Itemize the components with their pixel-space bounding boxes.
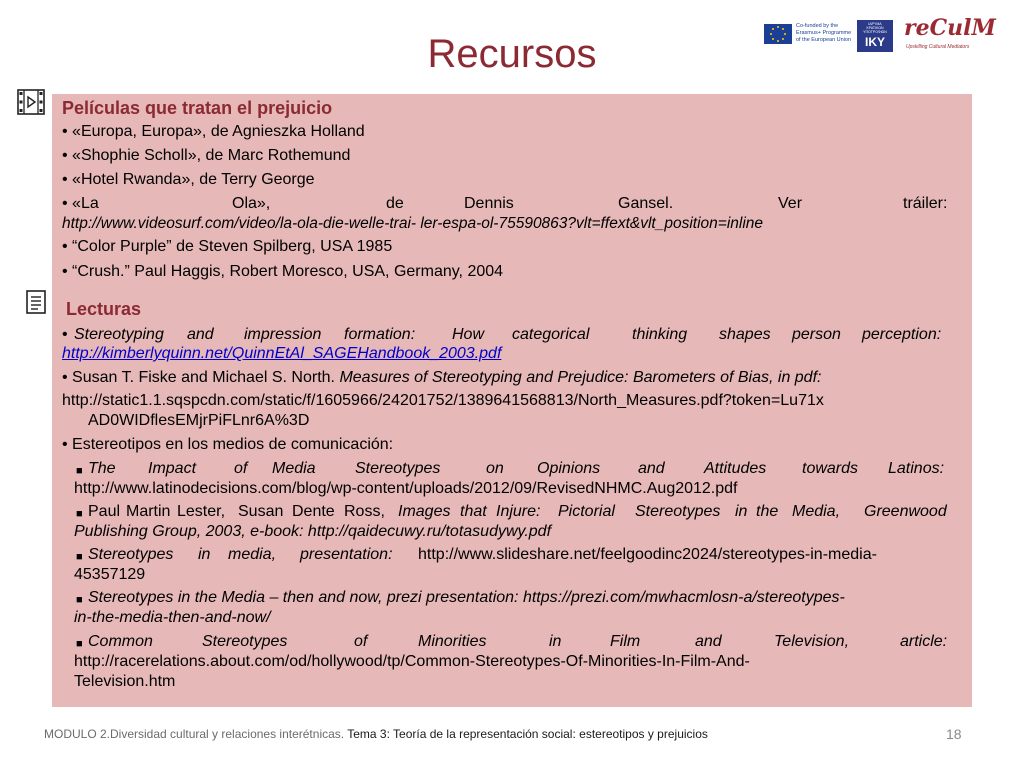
word: Opinions	[537, 460, 601, 477]
la-ola-url[interactable]: http://www.videosurf.com/video/la-ola-die-welle-trai- ler-espa-ol-75590863?vlt=ffext&vlt_position=inline	[62, 215, 764, 232]
film-item: • “Color Purple” de Steven Spilberg, USA 1985	[62, 238, 393, 255]
film-item: • “Crush.” Paul Haggis, Robert Moresco, USA, Germany, 2004	[62, 263, 504, 280]
film-item: • «Shophie Scholl», de Marc Rothemund	[62, 147, 351, 164]
word: and	[187, 326, 214, 343]
word: Stereotypes	[635, 503, 721, 520]
word: Martin	[126, 503, 171, 520]
word: Images	[398, 503, 451, 520]
word: Injure:	[496, 503, 541, 520]
word: Susan	[238, 503, 284, 520]
word: that	[460, 503, 487, 520]
word: Stereotyping	[74, 326, 164, 343]
fiske-url[interactable]: http://static1.1.sqspcdn.com/static/f/1605966/24201752/1389641568813/North_Measures.pdf?token=Lu71x	[62, 392, 824, 409]
word: perception:	[862, 326, 942, 343]
films-heading: Películas que tratan el prejuicio	[62, 98, 333, 118]
word: Minorities	[418, 633, 487, 650]
word: of	[234, 460, 248, 477]
page-number: 18	[946, 726, 962, 742]
reading-title: Measures of Stereotyping and Prejudice: Barometers of Bias, in pdf:	[339, 369, 822, 386]
word: Media	[272, 460, 316, 477]
word: Common	[88, 633, 153, 650]
document-icon	[26, 290, 46, 314]
word: The	[88, 460, 116, 477]
readings-heading: Lecturas	[66, 299, 142, 319]
la-ola-word: de	[386, 195, 404, 212]
iky-logo	[857, 20, 893, 52]
slideshare-url-cont[interactable]: 45357129	[74, 566, 146, 583]
partner-logos	[762, 15, 998, 56]
reculm-subtitle: Upskilling Cultural Mediators	[906, 44, 970, 50]
word: Dente	[292, 503, 335, 520]
square-bullet-icon: ■	[76, 638, 83, 650]
la-ola-word: Ver	[778, 195, 803, 212]
film-item: • «Hotel Rwanda», de Terry George	[62, 171, 315, 188]
iky-subtitle: ΙΔΡΥΜΑ ΚΡΑΤΙΚΩΝ ΥΠΟΤΡΟΦΙΩΝ	[863, 22, 887, 34]
square-bullet-icon: ■	[76, 551, 83, 563]
word: Lester,	[177, 503, 226, 520]
square-bullet-icon: ■	[76, 465, 83, 477]
word: thinking	[632, 326, 688, 343]
word: Television,	[774, 633, 850, 650]
word: in	[735, 503, 748, 520]
square-bullet-icon: ■	[76, 594, 83, 606]
eu-flag-logo	[764, 24, 792, 44]
word: Paul	[88, 503, 121, 520]
word: Film	[610, 633, 641, 650]
images-that-injure-line: Publishing Group, 2003, e-book: http://qaidecuwy.ru/totasudywy.pdf	[74, 523, 552, 540]
film-icon	[17, 89, 45, 115]
fiske-url-cont[interactable]: AD0WIDflesEMjrPiFLnr6A%3D	[88, 412, 310, 429]
la-ola-word: Ola»,	[232, 195, 271, 212]
prezi-line: Stereotypes in the Media – then and now, prezi presentation: https://prezi.com/mwhacmlosn-a/stereotypes-	[88, 589, 845, 606]
word: presentation:	[300, 546, 393, 563]
film-item: • «Europa, Europa», de Agnieszka Holland	[62, 123, 365, 140]
footer	[44, 727, 708, 741]
word: Latinos:	[888, 460, 945, 477]
word: Pictorial	[558, 503, 615, 520]
reading-authors: • Susan T. Fiske and Michael S. North.	[62, 369, 340, 386]
word: Impact	[148, 460, 197, 477]
word: formation:	[344, 326, 416, 343]
word: the	[756, 503, 779, 520]
word: person	[792, 326, 841, 343]
reculm-name: reCulM	[904, 15, 996, 41]
slideshare-url[interactable]: http://www.slideshare.net/feelgoodinc2024/stereotypes-in-media-	[418, 546, 877, 563]
word: How	[452, 326, 485, 343]
word: article:	[900, 633, 948, 650]
footer-topic: Tema 3: Teoría de la representación social: estereotipos y prejuicios	[347, 727, 708, 741]
quinn-link[interactable]: http://kimberlyquinn.net/QuinnEtAl_SAGEHandbook_2003.pdf	[62, 345, 502, 362]
word: Stereotypes	[202, 633, 288, 650]
racerelations-url-cont[interactable]: Television.htm	[74, 673, 176, 690]
content-panel	[52, 94, 972, 707]
footer-module: MODULO 2.Diversidad cultural y relaciones interétnicas.	[44, 727, 348, 741]
reading-item	[62, 368, 821, 387]
word: shapes	[719, 326, 771, 343]
word: Ross,	[344, 503, 385, 520]
word: in	[198, 546, 211, 563]
bullet: •	[62, 326, 68, 343]
prezi-line-cont: in-the-media-then-and-now/	[74, 609, 271, 626]
word: Attitudes	[704, 460, 767, 477]
word: and	[638, 460, 665, 477]
word: Stereotypes	[88, 546, 174, 563]
racerelations-url[interactable]: http://racerelations.about.com/od/hollywood/tp/Common-Stereotypes-Of-Minorities-In-Film-And-	[74, 653, 750, 670]
la-ola-word: Gansel.	[618, 195, 674, 212]
word: towards	[802, 460, 859, 477]
word: and	[695, 633, 722, 650]
slide-title: Recursos	[427, 32, 597, 76]
reculm-logo	[904, 15, 998, 53]
word: on	[486, 460, 504, 477]
erasmus-text: Co-funded by the Erasmus+ Programme of the European Union	[796, 23, 852, 43]
iky-name: IKY	[864, 35, 885, 49]
word: media,	[228, 546, 277, 563]
word: of	[354, 633, 368, 650]
word: Media,	[792, 503, 841, 520]
la-ola-word: Dennis	[464, 195, 514, 212]
latino-url[interactable]: http://www.latinodecisions.com/blog/wp-content/uploads/2012/09/RevisedNHMC.Aug2012.pdf	[74, 480, 738, 497]
reading-item: • Estereotipos en los medios de comunicación:	[62, 436, 394, 453]
word: Stereotypes	[355, 460, 441, 477]
square-bullet-icon: ■	[76, 508, 83, 520]
la-ola-word: tráiler:	[903, 195, 948, 212]
word: in	[549, 633, 562, 650]
word: impression	[244, 326, 322, 343]
la-ola-word: • «La	[62, 195, 99, 212]
word: Greenwood	[864, 503, 947, 520]
word: categorical	[512, 326, 590, 343]
